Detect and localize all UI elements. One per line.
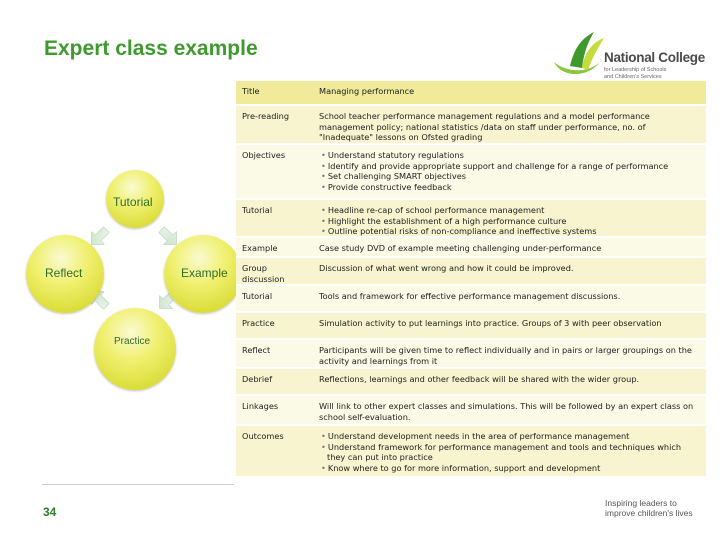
cycle-label-reflect: Reflect [45,266,83,280]
swoosh-logo-icon [548,28,608,84]
table-row: Pre-reading School teacher performance management regulations and a model performance management policy; national statistics /data on staff under performance, no. of "Inadequate" lessons on Ofsted grading [236,106,706,145]
header-value: Managing performance [319,86,415,96]
list-item: • Headline re-cap of school performance management [319,205,700,216]
table-row: Group discussion Discussion of what went wrong and how it could be improved. [236,258,706,286]
footer-divider [42,484,234,485]
table-row: Tutorial Tools and framework for effective performance management discussions. [236,286,706,313]
list-item: • Outline potential risks of non-compliance and ineffective systems [319,226,700,237]
table-row: Example Case study DVD of example meeting challenging under-performance [236,238,706,258]
list-item: • Understand framework for performance management and tools and techniques which they can put into practice [319,442,700,463]
table-row: Tutorial • Headline re-cap of school performance management • Highlight the establishment of a high performance culture • Outline potential risks of non-compliance and ineffective systems [236,200,706,238]
table-row: Outcomes • Understand development needs in the area of performance management • Understand framework for performance management and tools and techniques which they can put into practice • Know where to go for more information, support and development [236,426,706,478]
slide-title: Expert class example [44,37,258,60]
table-header-row [236,81,706,106]
list-item: • Provide constructive feedback [319,182,700,193]
list-item: • Understand development needs in the area of performance management [319,431,700,442]
list-item: • Know where to go for more information, support and development [319,463,700,474]
list-item: • Identify and provide appropriate support and challenge for a range of performance [319,161,700,172]
list-item: • Understand statutory regulations [319,150,700,161]
learning-cycle-diagram [28,190,238,360]
header-label: Title [242,86,260,96]
national-college-logo [548,28,708,84]
cycle-label-tutorial: Tutorial [113,195,153,209]
cycle-node-practice [94,308,176,390]
list-item: • Set challenging SMART objectives [319,171,700,182]
tagline: Inspiring leaders to improve children's lives [605,498,693,518]
cycle-label-example: Example [181,266,228,280]
table-row: Debrief Reflections, learnings and other feedback will be shared with the wider group. [236,369,706,396]
table-row: Practice Simulation activity to put learnings into practice. Groups of 3 with peer observation [236,313,706,340]
course-plan-table [236,81,706,478]
list-item: • Highlight the establishment of a high performance culture [319,216,700,227]
table-row: Objectives • Understand statutory regulations • Identify and provide appropriate support and challenge for a range of performance • Set challenging SMART objectives • Provide constructive feedback [236,145,706,200]
logo-subtitle: for Leadership of Schools and Children's Services [604,67,667,80]
table-row: Linkages Will link to other expert classes and simulations. This will be followed by an expert class on school self-evaluation. [236,396,706,426]
table-row: Reflect Participants will be given time to reflect individually and in pairs or larger groupings on the activity and learnings from it [236,340,706,369]
logo-name: National College [604,50,705,65]
page-number: 34 [43,505,57,519]
cycle-label-practice: Practice [114,336,151,347]
